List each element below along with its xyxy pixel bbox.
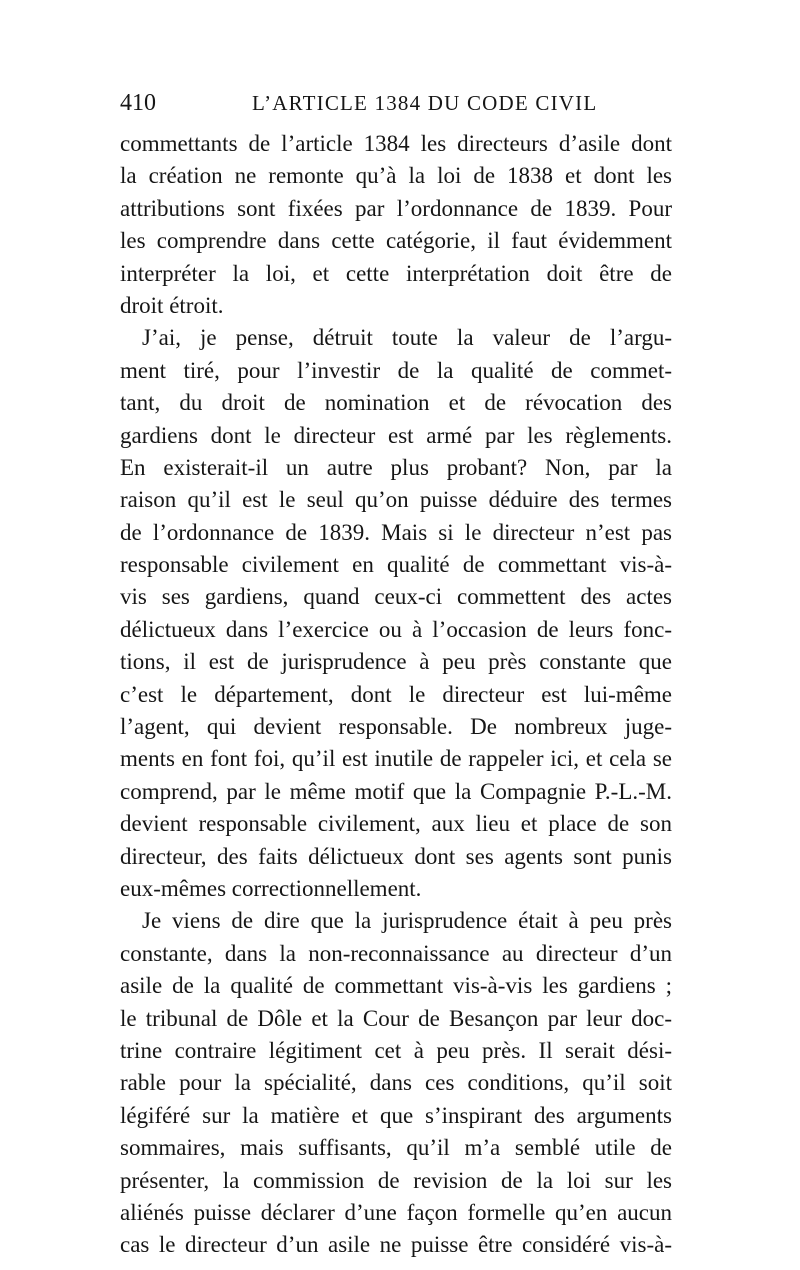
- text-line: commettants de l’article 1384 les directeurs d’asile dont: [120, 131, 672, 156]
- text-line: devient responsable civilement, aux lieu et place de son: [120, 811, 672, 837]
- text-line: tant, du droit de nomination et de révocation des: [120, 390, 672, 416]
- text-line: interpréter la loi, et cette interprétation doit être de: [120, 260, 672, 286]
- text-line: asile de la qualité de commettant vis-à-vis les gardiens ;: [120, 973, 672, 999]
- text-line: présenter, la commission de revision de la loi sur les: [120, 1167, 672, 1193]
- text-line: aliénés puisse déclarer d’une façon formelle qu’en aucun: [120, 1199, 672, 1225]
- text-line: directeur, des faits délictueux dont ses agents sont punis: [120, 843, 672, 869]
- paragraph: [120, 905, 672, 1261]
- text-line: J’ai, je pense, détruit toute la valeur de l’argu-: [142, 325, 672, 351]
- text-line: tions, il est de jurisprudence à peu près constante que: [120, 649, 672, 675]
- text-line: sommaires, mais suffisants, qu’il m’a semblé utile de: [120, 1135, 672, 1161]
- text-line: responsable civilement en qualité de commettant vis-à-: [120, 552, 672, 578]
- text-line: eux-mêmes correctionnellement.: [120, 875, 422, 901]
- page-number: 410: [120, 90, 156, 116]
- body-text: [120, 128, 672, 1262]
- paragraph: [120, 322, 672, 905]
- text-line: les comprendre dans cette catégorie, il faut évidemment: [120, 228, 672, 254]
- text-line: délictueux dans l’exercice ou à l’occasion de leurs fonc-: [120, 616, 672, 642]
- text-line: c’est le département, dont le directeur est lui-même: [120, 681, 672, 707]
- text-line: rable pour la spécialité, dans ces conditions, qu’il soit: [120, 1070, 672, 1096]
- text-line: En existerait-il un autre plus probant? Non, par la: [120, 454, 672, 480]
- text-line: la création ne remonte qu’à la loi de 1838 et dont les: [120, 163, 672, 189]
- text-line: ments en font foi, qu’il est inutile de rappeler ici, et cela se: [120, 746, 672, 772]
- text-line: ment tiré, pour l’investir de la qualité de commet-: [120, 357, 672, 383]
- text-line: cas le directeur d’un asile ne puisse être considéré vis-à-: [120, 1232, 672, 1258]
- text-line: constante, dans la non-reconnaissance au directeur d’un: [120, 940, 672, 966]
- text-line: comprend, par le même motif que la Compagnie P.-L.-M.: [120, 778, 672, 804]
- running-title: L’ARTICLE 1384 DU CODE CIVIL: [252, 91, 598, 115]
- paragraph: [120, 128, 672, 322]
- text-line: gardiens dont le directeur est armé par les règlements.: [120, 422, 672, 448]
- text-line: vis ses gardiens, quand ceux-ci commettent des actes: [120, 584, 672, 610]
- text-line: attributions sont fixées par l’ordonnance de 1839. Pour: [120, 195, 672, 221]
- text-line: raison qu’il est le seul qu’on puisse déduire des termes: [120, 487, 672, 513]
- text-line: l’agent, qui devient responsable. De nombreux juge-: [120, 714, 672, 740]
- text-line: légiféré sur la matière et que s’inspirant des arguments: [120, 1102, 672, 1128]
- text-line: de l’ordonnance de 1839. Mais si le directeur n’est pas: [120, 519, 672, 545]
- text-line: le tribunal de Dôle et la Cour de Besançon par leur doc-: [120, 1005, 672, 1031]
- running-head: [120, 88, 680, 118]
- text-line: droit étroit.: [120, 292, 224, 318]
- text-line: trine contraire légitiment cet à peu près. Il serait dési-: [120, 1037, 672, 1063]
- text-line: Je viens de dire que la jurisprudence était à peu près: [142, 908, 672, 934]
